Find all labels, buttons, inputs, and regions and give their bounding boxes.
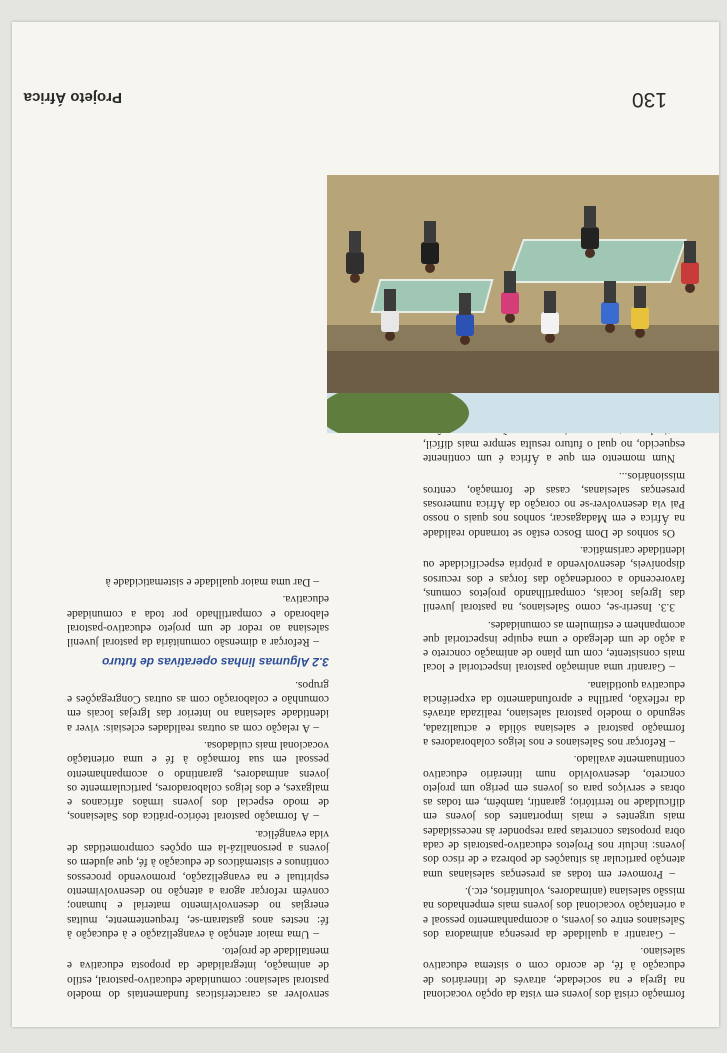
- section-heading: 3.2 Algumas linhas operativas de futuro: [102, 655, 329, 670]
- photo-wall: [327, 348, 719, 393]
- paragraph-text: Num momento em que a África é um continente esquecido, no qual o futuro resulta sempre mais difícil,: [423, 438, 685, 465]
- paragraph: – Promover em todas as presenças salesianas uma atenção particular às situações de pobreza e de risco dos jovens: incluir nos Projetos educativo-pastorais de cada obra propostas concretas para responder às necessidades mais urgentes e mais importantes dos jovens em dificuldade no território; garantir, também, em todas as obras e serviços para os jovens em perigo um projeto concreto, desenvolvido num itinerário educativo continuamente avaliado.: [423, 753, 685, 880]
- right-column-top: [67, 572, 329, 1001]
- document-page: [12, 22, 719, 1027]
- paragraph: formação cristã dos jovens em vista da opção vocacional na Igreja e na sociedade, através de itinerários de educação à fé, de acordo com o sistema educativo salesiano.: [423, 945, 685, 1000]
- running-header-title: Projeto África: [23, 89, 122, 106]
- paragraph: Os sonhos de Dom Bosco estão se tornando realidade na África e em Madagascar, sonhos nos quais o nosso Pai via desenvolver-se no coração da África numerosas presenças salesianas, casas de formação, centros missionários...: [423, 469, 685, 539]
- paragraph: 3.3. Inserir-se, como Salesianos, na pastoral juvenil das Igrejas locais, compartilhando projetos comuns, favorecendo a coordenação das forças e dos recursos disponíveis, desenvolvendo a própria especificidade ou identidade carismática.: [423, 544, 685, 614]
- paragraph: – A relação com as outras realidades eclesiais: viver a identidade salesiana no interior das Igrejas locais em comunhão e colaboração com as outras Congregações e grupos.: [67, 678, 329, 734]
- left-column: [423, 348, 685, 1001]
- paragraph: – Reforçar a dimensão comunitária da pastoral juvenil salesiana ao redor de um projeto educativo-pastoral elaborado e compartilhado por toda a comunidade educativa.: [67, 593, 329, 649]
- paragraph: – A formação pastoral teórico-prática dos Salesianos, de modo especial dos jovens irmãos africanos e malgaxes, e dos leigos colaboradores, particularmente os jovens animadores, garantindo o acompanhamento pessoal em sua formação à fé e uma orientação vocacional mais cuidadosa.: [67, 738, 329, 823]
- paragraph: – Garantir a qualidade da presença animadora dos Salesianos entre os jovens, o acompanhamento pessoal e a orientação vocacional dos jovens mais empenhados na missão salesiana (animadores, voluntários, etc.).: [423, 884, 685, 940]
- paragraph: – Garantir uma animação pastoral inspectorial e local mais consistente, com um plano de animação concreto e a ação de um delegado e uma equipe inspectorial que acompanhem e estimulem as comunidades.: [423, 618, 685, 674]
- page-number: 130: [631, 88, 667, 111]
- paragraph: – Reforçar nos Salesianos e nos leigos colaboradores a formação pastoral e salesiana sólida e actualizada, segundo o modelo pastoral salesiano, realizada através da reflexão, partilha e aprofundamento da experiência educativa quotidiana.: [423, 678, 685, 748]
- photo-youth-table-tennis: [327, 175, 719, 433]
- paragraph: – Uma maior atenção à evangelização e à educação à fé: nestes anos gastaram-se, frequentemente, muitas energias no desenvolvimento material e humano; convém reforçar agora a atenção no desenvolvimento espiritual e na evangelização, promovendo processos contínuos e sistemáticos de educação à fé, que ajudem os jovens a personalizá-la em opções comprometidas de vida evangélica.: [67, 827, 329, 940]
- paragraph: – Dar uma maior qualidade e sistematicidade à: [105, 575, 319, 588]
- paragraph: senvolver as características fundamentais do modelo pastoral salesiano: comunidade educativo-pastoral, estilo de animação, integralidade da proposta educativa e mentalidade de projeto.: [67, 945, 329, 1000]
